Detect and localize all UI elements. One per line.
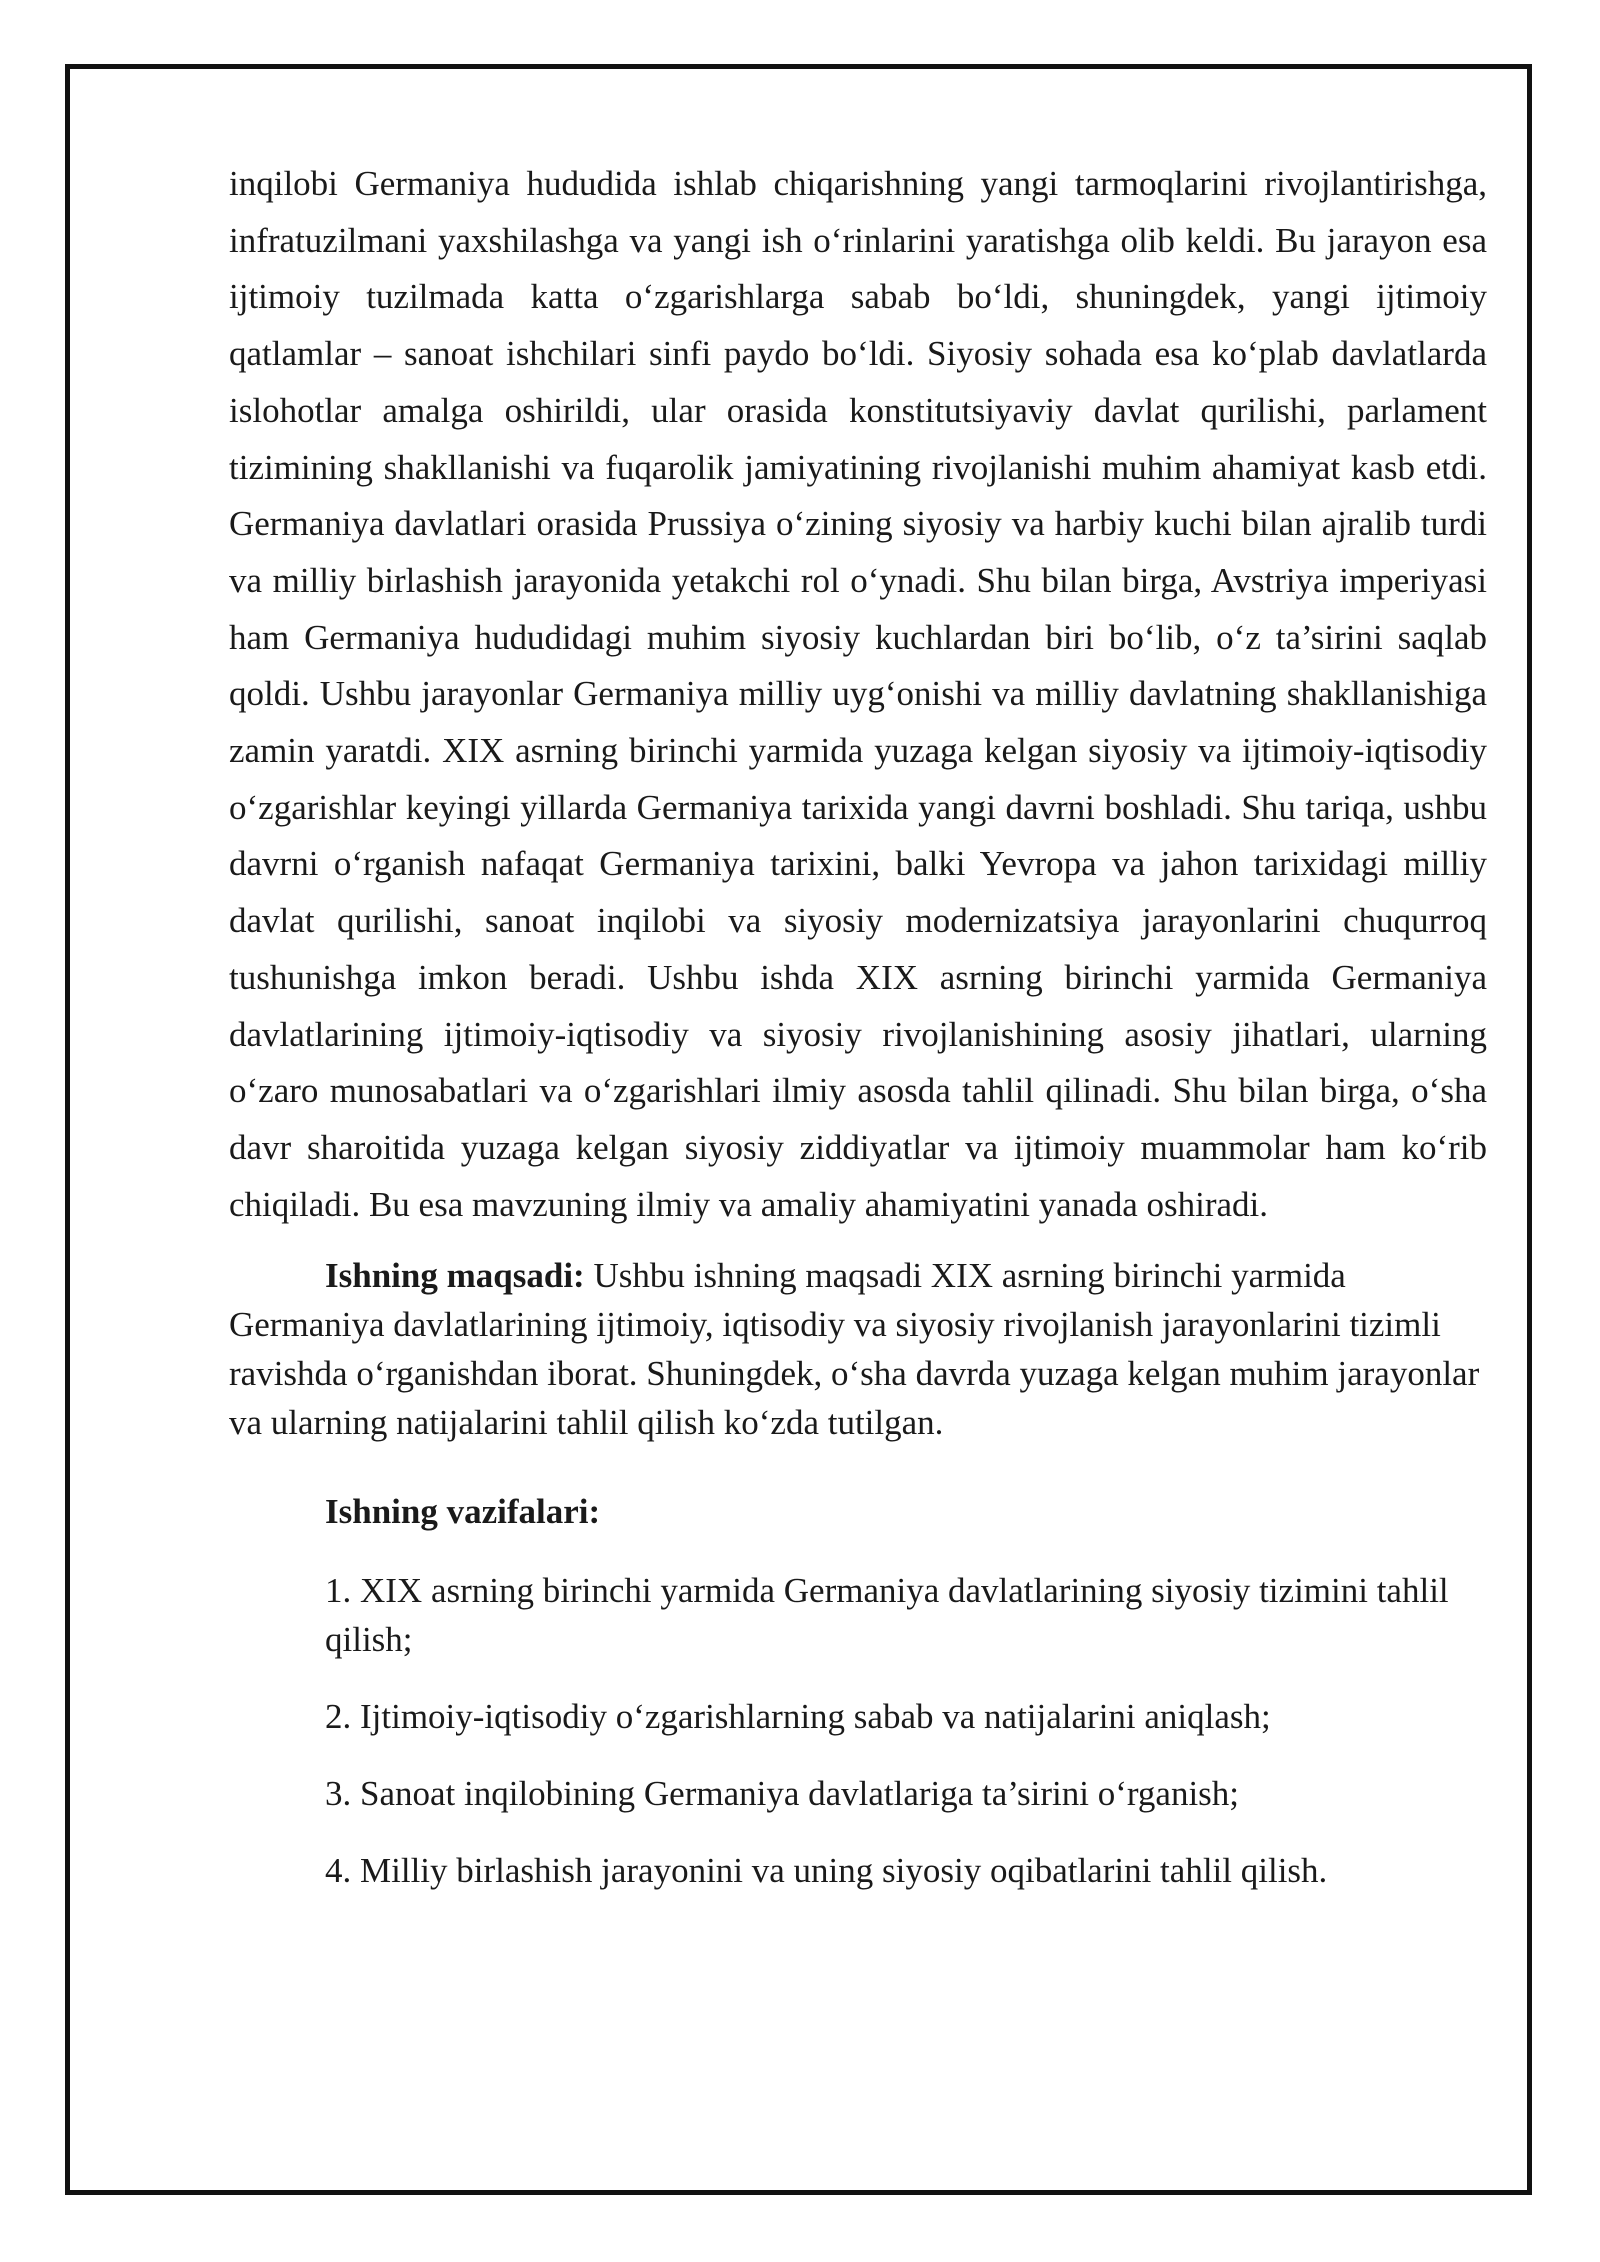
goal-paragraph <box>229 1251 1487 1447</box>
tasks-heading: Ishning vazifalari: <box>325 1492 601 1532</box>
intro-paragraph: inqilobi Germaniya hududida ishlab chiqarishning yangi tarmoqlarini rivojlantirishga, infratuzilmani yaxshilashga va yangi ish o‘rinlarini yaratishga olib keldi. Bu jarayon esa ijtimoiy tuzilmada katta o‘zgarishlarga sabab bo‘ldi, shuningdek, yangi ijtimoiy qatlamlar – sanoat ishchilari sinfi paydo bo‘ldi. Siyosiy sohada esa ko‘plab davlatlarda islohotlar amalga oshirildi, ular orasida konstitutsiyaviy davlat qurilishi, parlament tizimining shakllanishi va fuqarolik jamiyatining rivojlanishi muhim ahamiyat kasb etdi. Germaniya davlatlari orasida Prussiya o‘zining siyosiy va harbiy kuchi bilan ajralib turdi va milliy birlashish jarayonida yetakchi rol o‘ynadi. Shu bilan birga, Avstriya imperiyasi ham Germaniya hududidagi muhim siyosiy kuchlardan biri bo‘lib, o‘z ta’sirini saqlab qoldi. Ushbu jarayonlar Germaniya milliy uyg‘onishi va milliy davlatning shakllanishiga zamin yaratdi. XIX asrning birinchi yarmida yuzaga kelgan siyosiy va ijtimoiy-iqtisodiy o‘zgarishlar keyingi yillarda Germaniya tarixida yangi davrni boshladi. Shu tariqa, ushbu davrni o‘rganish nafaqat Germaniya tarixini, balki Yevropa va jahon tarixidagi milliy davlat qurilishi, sanoat inqilobi va siyosiy modernizatsiya jarayonlarini chuqurroq tushunishga imkon beradi. Ushbu ishda XIX asrning birinchi yarmida Germaniya davlatlarining ijtimoiy-iqtisodiy va siyosiy rivojlanishining asosiy jihatlari, ularning o‘zaro munosabatlari va o‘zgarishlari ilmiy asosda tahlil qilinadi. Shu bilan birga, o‘sha davr sharoitida yuzaga kelgan siyosiy ziddiyatlar va ijtimoiy muammolar ham ko‘rib chiqiladi. Bu esa mavzuning ilmiy va amaliy ahamiyatini yanada oshiradi. <box>229 164 1487 1224</box>
task-item: 1. XIX asrning birinchi yarmida Germaniya davlatlarining siyosiy tizimini tahlil qilish; <box>325 1571 1449 1660</box>
goal-text: Ushbu ishning maqsadi XIX asrning birinchi yarmida Germaniya davlatlarining ijtimoiy, iqtisodiy va siyosiy rivojlanish jarayonlarini tizimli ravishda o‘rganishdan iborat. Shuningdek, o‘sha davrda yuzaga kelgan muhim jarayonlar va ularning natijalarini tahlil qilish ko‘zda tutilgan. <box>229 1256 1480 1443</box>
task-item: 2. Ijtimoiy-iqtisodiy o‘zgarishlarning sabab va natijalarini aniqlash; <box>325 1697 1271 1737</box>
document-content <box>229 156 1487 1895</box>
task-item: 4. Milliy birlashish jarayonini va uning siyosiy oqibatlarini tahlil qilish. <box>325 1851 1328 1891</box>
task-item: 3. Sanoat inqilobining Germaniya davlatlariga ta’sirini o‘rganish; <box>325 1774 1240 1814</box>
goal-label: Ishning maqsadi: <box>325 1256 585 1296</box>
task-list <box>229 1566 1487 1895</box>
